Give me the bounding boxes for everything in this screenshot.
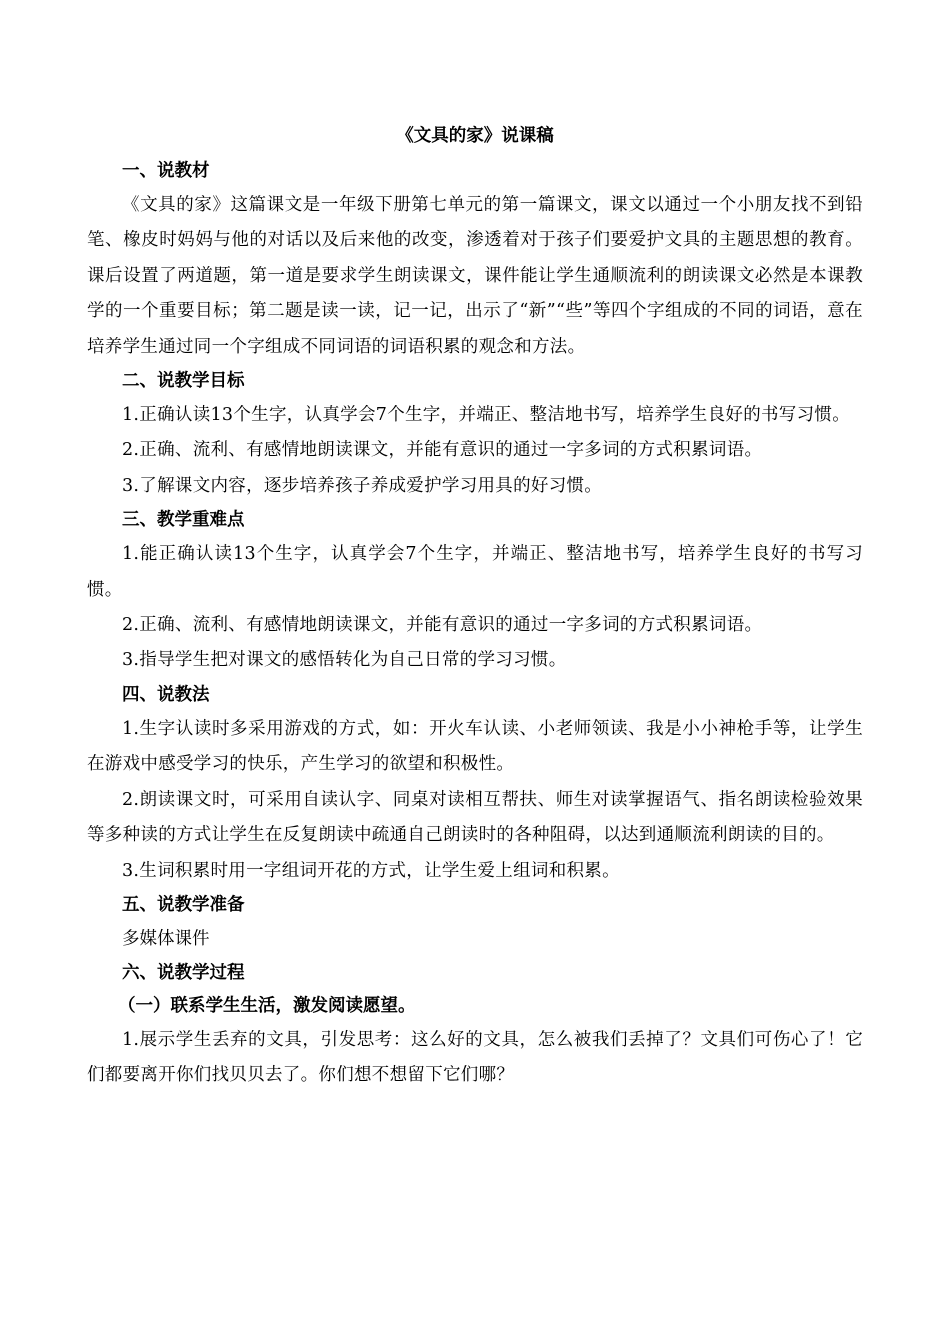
subsection-heading: （一）联系学生生活，激发阅读愿望。: [118, 995, 416, 1016]
paragraph: 《文具的家》这篇课文是一年级下册第七单元的第一篇课文，课文以通过一个小朋友找不到铅笔、橡皮时妈妈与他的对话以及后来他的改变，渗透着对于孩子们要爱护文具的主题思想的教育。课后设置了两道题，第一道是要求学生朗读课文，课件能让学生通顺流利的朗读课文必然是本课教学的一个重要目标；第二题是读一读，记一记，出示了“新”“些”等四个字组成的不同的词语，意在培养学生通过同一个字组成不同词语的词语积累的观念和方法。: [87, 195, 863, 357]
section-heading-2: 二、说教学目标: [122, 371, 245, 392]
paragraph: 1.正确认读13个生字，认真学会7个生字，并端正、整洁地书写，培养学生良好的书写习惯。: [122, 405, 850, 426]
paragraph: 1.展示学生丢弃的文具，引发思考：这么好的文具，怎么被我们丢掉了？文具们可伤心了！它们都要离开你们找贝贝去了。你们想不想留下它们哪？: [87, 1029, 863, 1086]
section-heading-3: 三、教学重难点: [122, 510, 245, 531]
paragraph: 3.了解课文内容，逐步培养孩子养成爱护学习用具的好习惯。: [122, 475, 603, 496]
section-heading-5: 五、说教学准备: [122, 894, 245, 915]
section-heading-1: 一、说教材: [122, 161, 210, 181]
paragraph: 3.生词积累时用一字组词开花的方式，让学生爱上组词和积累。: [122, 860, 620, 881]
paragraph: 2.朗读课文时，可采用自读认字、同桌对读相互帮扶、师生对读掌握语气、指名朗读检验效果等多种读的方式让学生在反复朗读中疏通自己朗读时的各种阻碍，以达到通顺流利朗读的目的。: [87, 789, 863, 846]
paragraph: 多媒体课件: [122, 928, 210, 949]
document-page: [87, 120, 863, 1094]
paragraph: 1.能正确认读13个生字，认真学会7个生字，并端正、整洁地书写，培养学生良好的书写习惯。: [87, 544, 863, 600]
section-heading-4: 四、说教法: [122, 684, 210, 705]
paragraph: 3.指导学生把对课文的感悟转化为自己日常的学习习惯。: [122, 650, 567, 671]
page-title: 《文具的家》说课稿: [396, 126, 554, 146]
paragraph: 2.正确、流利、有感情地朗读课文，并能有意识的通过一字多词的方式积累词语。: [122, 615, 763, 636]
paragraph: 1.生字认读时多采用游戏的方式，如：开火车认读、小老师领读、我是小小神枪手等，让学生在游戏中感受学习的快乐，产生学习的欲望和积极性。: [87, 718, 863, 775]
paragraph: 2.正确、流利、有感情地朗读课文，并能有意识的通过一字多词的方式积累词语。: [122, 440, 763, 461]
section-heading-6: 六、说教学过程: [122, 962, 245, 983]
